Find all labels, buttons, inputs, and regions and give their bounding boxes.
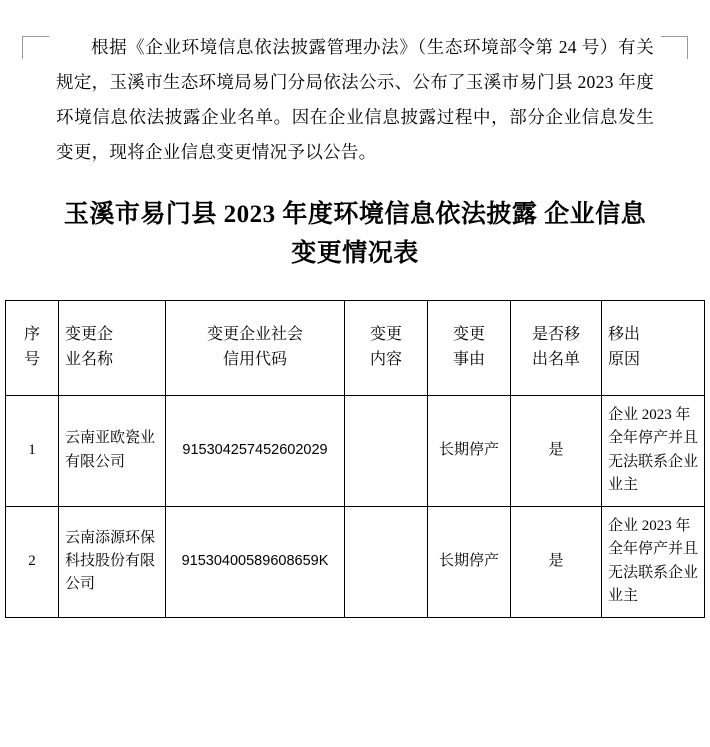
enterprise-change-table <box>5 300 705 618</box>
table-row <box>6 395 705 506</box>
cell-change-reason: 长期停产 <box>428 395 511 506</box>
table-header-cell-content <box>345 300 428 395</box>
page-title-line-1: 玉溪市易门县 2023 年度环境信息依法披露 <box>63 201 538 228</box>
cell-remove-reason: 企业 2023 年全年停产并且无法联系企业业主 <box>602 506 705 617</box>
table-body <box>6 395 705 617</box>
cell-credit-code: 915304257452602029 <box>166 395 345 506</box>
table-header-content-line-2: 内容 <box>369 350 402 368</box>
cell-seq: 1 <box>6 395 59 506</box>
table-row <box>6 506 705 617</box>
cell-change-reason: 长期停产 <box>428 506 511 617</box>
table-header-cell-seq <box>6 300 59 395</box>
document-page <box>0 30 710 747</box>
cell-seq: 2 <box>6 506 59 617</box>
table-header-content-line-1: 变更 <box>369 325 402 343</box>
table-header-seq-line-2: 号 <box>23 350 40 368</box>
table-header-credit-code-line-1: 变更企业社会 <box>206 325 303 343</box>
table-header-removed-line-1: 是否移 <box>531 325 580 343</box>
table-header <box>6 300 705 395</box>
table-header-cell-reason <box>428 300 511 395</box>
cell-enterprise-name: 云南亚欧瓷业有限公司 <box>59 395 166 506</box>
table-header-remove-reason-line-2: 原因 <box>608 350 641 368</box>
table-header-cell-credit-code <box>166 300 345 395</box>
table-header-name-line-2: 业名称 <box>65 350 114 368</box>
table-header-name-line-1: 变更企 <box>65 325 114 343</box>
cell-remove-reason: 企业 2023 年全年停产并且无法联系企业业主 <box>602 395 705 506</box>
table-header-cell-name <box>59 300 166 395</box>
cell-change-content <box>345 506 428 617</box>
cell-change-content <box>345 395 428 506</box>
page-title <box>52 196 658 274</box>
announcement-paragraph: 根据《企业环境信息依法披露管理办法》（生态环境部令第 24 号）有关规定，玉溪市生态环境局易门分局依法公示、公布了玉溪市易门县 2023 年度环境信息依法披露企业名单。因在企业信息披露过程中，部分企业信息发生变更，现将企业信息变更情况予以公告。 <box>56 37 654 162</box>
table-header-row <box>6 300 705 395</box>
table-header-cell-removed <box>511 300 602 395</box>
table-header-credit-code-line-2: 信用代码 <box>222 350 287 368</box>
page-corner-mark-top-left <box>22 36 49 59</box>
cell-removed-flag: 是 <box>511 506 602 617</box>
page-title-line-2: 企业信息变更情况表 <box>291 201 647 267</box>
cell-removed-flag: 是 <box>511 395 602 506</box>
table-header-seq-line-1: 序 <box>23 325 40 343</box>
cell-credit-code: 91530400589608659K <box>166 506 345 617</box>
table-header-removed-line-2: 出名单 <box>531 350 580 368</box>
page-corner-mark-top-right <box>661 36 688 59</box>
cell-enterprise-name: 云南添源环保科技股份有限公司 <box>59 506 166 617</box>
table-header-cell-remove-reason <box>602 300 705 395</box>
table-header-reason-line-1: 变更 <box>452 325 485 343</box>
table-header-remove-reason-line-1: 移出 <box>608 325 641 343</box>
table-header-reason-line-2: 事由 <box>452 350 485 368</box>
